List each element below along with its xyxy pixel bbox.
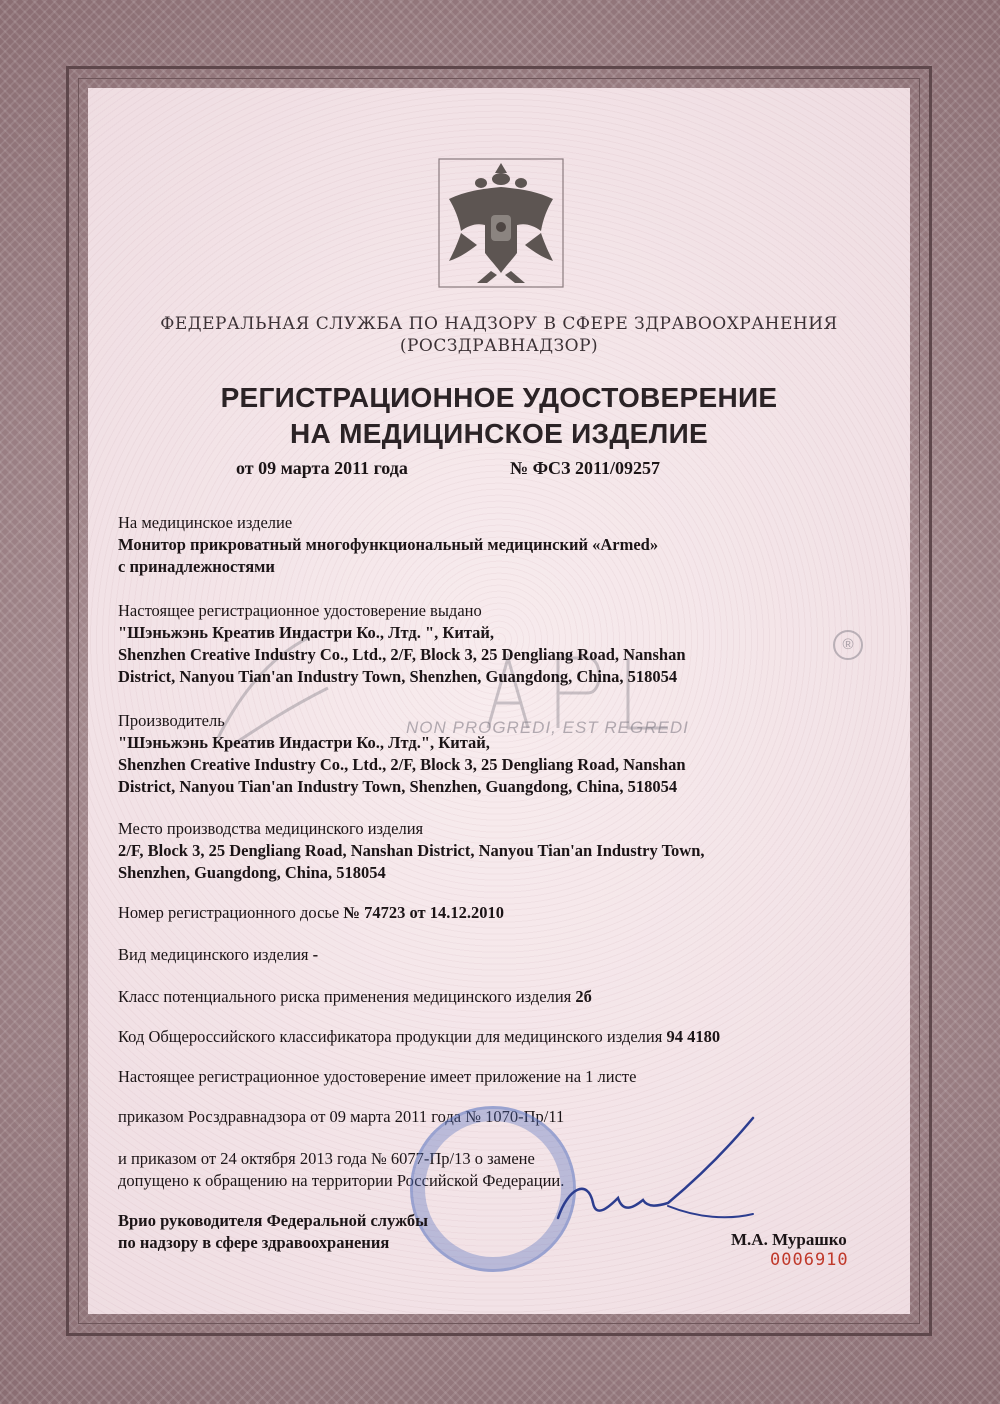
- production-site-line: Shenzhen, Guangdong, China, 518054: [118, 863, 386, 882]
- certificate-title: РЕГИСТРАЦИОННОЕ УДОСТОВЕРЕНИЕ: [220, 382, 778, 413]
- certificate-sheet: [88, 88, 910, 1314]
- production-site-label: Место производства медицинского изделия: [118, 819, 424, 838]
- certificate-number: № ФСЗ 2011/09257: [510, 458, 661, 478]
- watermark-motto: NON PROGREDI, EST REGREDI: [406, 718, 689, 737]
- device-name: Монитор прикроватный многофункциональный медицинский «Armed»: [118, 535, 659, 554]
- issued-to-line: District, Nanyou Tian'an Industry Town, Shenzhen, Guangdong, China, 518054: [118, 667, 678, 686]
- device-label: На медицинское изделие: [118, 513, 293, 532]
- risk-class-label: Класс потенциального риска применения медицинского изделия: [118, 987, 576, 1006]
- device-type: [118, 944, 318, 966]
- signatory-title-cont: по надзору в сфере здравоохранения: [118, 1233, 390, 1252]
- signature-icon: [548, 1108, 758, 1238]
- okp-code-label: Код Общероссийского классификатора продукции для медицинского изделия: [118, 1027, 667, 1046]
- serial-number: 0006910: [770, 1250, 849, 1270]
- order-reference-2: и приказом от 24 октября 2013 года № 6077-Пр/13 о замене: [118, 1149, 535, 1168]
- agency-name: ФЕДЕРАЛЬНАЯ СЛУЖБА ПО НАДЗОРУ В СФЕРЕ ЗДРАВООХРАНЕНИЯ: [160, 314, 838, 334]
- risk-class-value: 2б: [575, 987, 592, 1006]
- signatory-title: Врио руководителя Федеральной службы: [118, 1211, 428, 1230]
- dossier-value: № 74723 от 14.12.2010: [343, 903, 504, 922]
- okp-code: [118, 1026, 720, 1048]
- dossier-label: Номер регистрационного досье: [118, 903, 344, 922]
- device-name-cont: с принадлежностями: [118, 557, 275, 576]
- appendix-note: Настоящее регистрационное удостоверение имеет приложение на 1 листе: [118, 1067, 637, 1086]
- issued-to-line: Shenzhen Creative Industry Co., Ltd., 2/F, Block 3, 25 Dengliang Road, Nanshan: [118, 645, 686, 664]
- manufacturer-label: Производитель: [118, 711, 225, 730]
- order-reference: приказом Росздравнадзора от 09 марта 2011 года № 1070-Пр/11: [118, 1107, 565, 1126]
- manufacturer-line: Shenzhen Creative Industry Co., Ltd., 2/F, Block 3, 25 Dengliang Road, Nanshan: [118, 755, 686, 774]
- dossier-number: [118, 902, 504, 924]
- certificate-subtitle: НА МЕДИЦИНСКОЕ ИЗДЕЛИЕ: [290, 418, 708, 449]
- production-site-line: 2/F, Block 3, 25 Dengliang Road, Nanshan District, Nanyou Tian'an Industry Town,: [118, 841, 705, 860]
- issue-date: от 09 марта 2011 года: [236, 458, 408, 478]
- issued-to-label: Настоящее регистрационное удостоверение выдано: [118, 601, 482, 620]
- risk-class: [118, 986, 592, 1008]
- manufacturer-line: District, Nanyou Tian'an Industry Town, Shenzhen, Guangdong, China, 518054: [118, 777, 678, 796]
- device-type-value: -: [312, 945, 319, 964]
- signatory-name: М.А. Мурашко: [731, 1230, 847, 1249]
- approval-statement: допущено к обращению на территории Российской Федерации.: [118, 1171, 565, 1190]
- device-type-label: Вид медицинского изделия: [118, 945, 313, 964]
- manufacturer-line: "Шэньжэнь Креатив Индастри Ко., Лтд.", Китай,: [118, 733, 490, 752]
- agency-abbreviation: (РОСЗДРАВНАДЗОР): [399, 336, 599, 356]
- issued-to-line: "Шэньжэнь Креатив Индастри Ко., Лтд. ", Китай,: [118, 623, 495, 642]
- okp-code-value: 94 4180: [666, 1027, 721, 1046]
- registered-mark-icon: ®: [833, 630, 863, 660]
- coat-of-arms-icon: [421, 153, 581, 293]
